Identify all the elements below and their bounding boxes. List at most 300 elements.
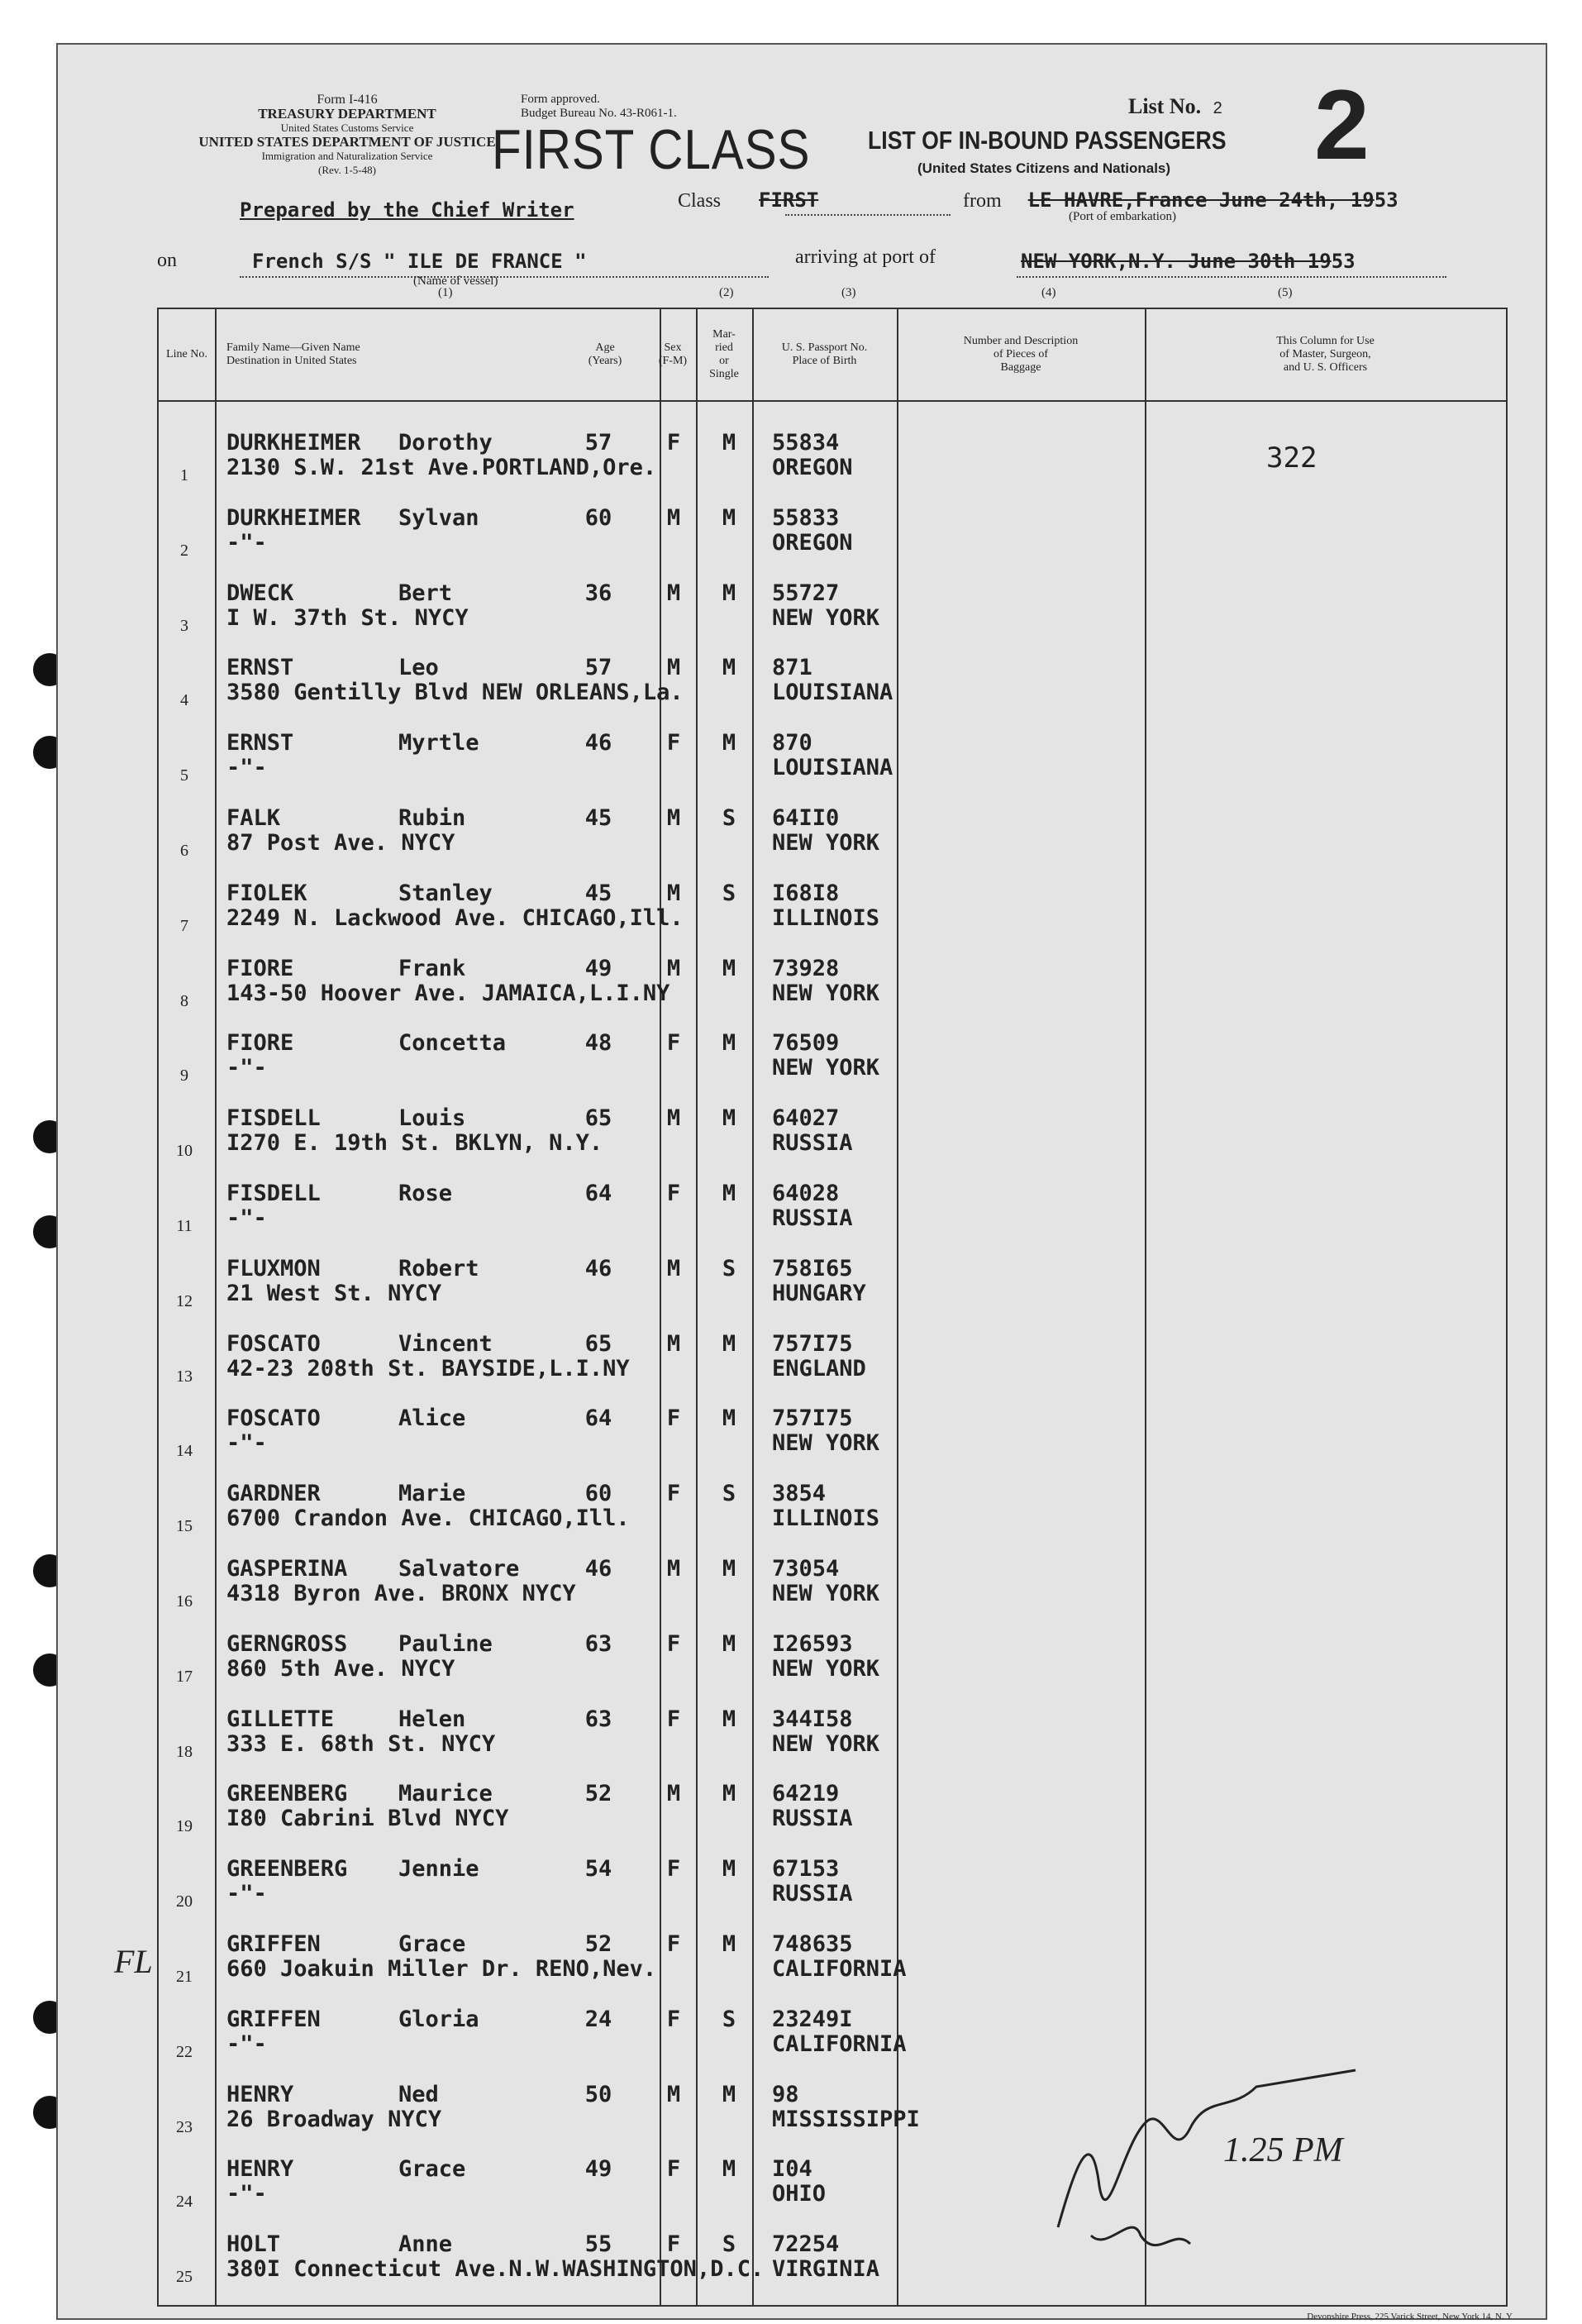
family-name: GILLETTE [226,1706,335,1732]
sex-value: M [666,805,681,831]
col-head-line-no: Line No. [166,348,207,360]
list-no-value: 2 [1213,99,1222,117]
family-name: GARDNER [226,1481,321,1507]
place-of-birth: NEW YORK [772,1055,880,1081]
col-num-1: (1) [438,286,453,299]
given-name: Anne [398,2231,453,2258]
sex-value: F [666,1706,681,1732]
sex-value: F [666,1481,681,1507]
age-value: 63 [584,1706,612,1732]
destination-address: 2249 N. Lackwood Ave. CHICAGO,Ill. [226,904,684,931]
sex-value: M [666,1330,681,1357]
passenger-table [157,308,1508,2307]
margin-note: FL [114,1943,153,1980]
table-row [159,794,1506,868]
header-divider [159,400,1506,402]
passport-number: I04 [772,2156,812,2183]
line-number: 11 [176,1217,193,1235]
age-value: 55 [584,2231,612,2258]
line-number: 13 [176,1367,193,1386]
destination-address: 3580 Gentilly Blvd NEW ORLEANS,La. [226,680,684,706]
sex-value: M [666,580,681,606]
form-number: Form I-416 [317,93,378,107]
table-row [159,643,1506,718]
given-name: Robert [398,1255,479,1281]
line-number: 23 [176,2117,193,2136]
line-number: 1 [180,466,188,484]
marital-status: S [722,880,736,906]
place-of-birth: MISSISSIPPI [772,2106,920,2132]
family-name: GASPERINA [226,1556,348,1582]
marital-status: S [722,805,736,831]
age-value: 50 [584,2081,612,2107]
table-row [159,869,1506,943]
place-of-birth: LOUISIANA [772,755,893,781]
table-row [159,1319,1506,1394]
age-value: 46 [584,1556,612,1582]
marital-status: M [722,1181,736,1206]
family-name: FALK [226,805,281,831]
line-number: 18 [176,1742,193,1761]
marital-status: M [722,1030,736,1057]
given-name: Stanley [398,880,493,906]
age-value: 45 [584,805,612,831]
passport-number: 55834 [772,430,840,456]
marital-status: M [722,955,736,981]
approval-line: Form approved. [521,93,600,106]
given-name: Jennie [398,1856,479,1883]
passport-number: 64027 [772,1105,840,1132]
col-head-family: Family Name—Given Name Destination in United States [226,341,360,367]
given-name: Myrtle [398,730,479,756]
officer-signature [1041,2021,1471,2269]
family-name: GRIFFEN [226,2006,321,2032]
family-name: FISDELL [226,1181,321,1206]
age-value: 64 [584,1405,612,1432]
line-number: 25 [176,2268,193,2287]
vessel-caption: (Name of vessel) [413,274,498,288]
marital-status: M [722,655,736,681]
table-row [159,1620,1506,1694]
age-value: 24 [584,2006,612,2032]
line-number: 17 [176,1667,193,1686]
destination-address: -"- [226,1430,267,1457]
line-number: 21 [176,1968,193,1986]
arrival-value: NEW YORK,N.Y. June 30th 19 [1021,250,1332,273]
age-value: 52 [584,1781,612,1807]
family-name: FIORE [226,1030,294,1057]
destination-address: -"- [226,755,267,781]
family-name: FIOLEK [226,880,307,906]
age-value: 60 [584,1481,612,1507]
class-value: FIRST [759,188,819,212]
family-name: FISDELL [226,1105,321,1132]
table-row [159,1769,1506,1844]
family-name: DURKHEIMER [226,430,361,456]
destination-address: -"- [226,1881,267,1907]
list-title: LIST OF IN-BOUND PASSENGERS [868,126,1227,155]
line-number: 3 [180,616,188,635]
col-num-2: (2) [719,286,734,299]
given-name: Bert [398,580,453,606]
line-number: 24 [176,2193,193,2212]
destination-address: 87 Post Ave. NYCY [226,830,455,856]
place-of-birth: OREGON [772,529,853,556]
sex-value: F [666,430,681,456]
marital-status: S [722,2231,736,2258]
destination-address: -"- [226,1055,267,1081]
given-name: Grace [398,1931,466,1957]
table-row [159,1844,1506,1919]
given-name: Sylvan [398,504,479,531]
given-name: Leo [398,655,439,681]
given-name: Rubin [398,805,466,831]
arrival-line [1021,250,1356,274]
age-value: 48 [584,1030,612,1057]
from-line [963,188,1399,212]
sex-value: F [666,1030,681,1057]
first-class-stamp: FIRST CLASS [492,118,811,181]
table-row [159,1920,1506,1994]
vessel-value: French S/S " ILE DE FRANCE " [252,250,587,273]
col-head-passport: U. S. Passport No. Place of Birth [781,341,868,367]
passport-number: 73928 [772,955,840,981]
sex-value: F [666,1630,681,1657]
destination-address: 333 E. 68th St. NYCY [226,1730,496,1757]
line-number: 19 [176,1817,193,1836]
col-head-married: Mar- ried or Single [709,328,739,380]
given-name: Maurice [398,1781,493,1807]
place-of-birth: RUSSIA [772,1881,853,1907]
from-year: 53 [1374,188,1399,212]
age-value: 64 [584,1181,612,1206]
marital-status: M [722,1330,736,1357]
marital-status: M [722,430,736,456]
age-value: 46 [584,1255,612,1281]
line-number: 16 [176,1592,193,1611]
place-of-birth: NEW YORK [772,604,880,631]
destination-address: -"- [226,529,267,556]
table-row [159,718,1506,793]
from-label: from [963,190,1002,212]
passport-number: 757I75 [772,1330,853,1357]
given-name: Concetta [398,1030,507,1057]
family-name: HOLT [226,2231,281,2258]
passport-number: 73054 [772,1556,840,1582]
destination-address: I80 Cabrini Blvd NYCY [226,1806,509,1832]
age-value: 65 [584,1330,612,1357]
list-number [1128,94,1222,119]
prepared-by: Prepared by the Chief Writer [240,198,574,222]
given-name: Ned [398,2081,439,2107]
marital-status: M [722,1630,736,1657]
place-of-birth: LOUISIANA [772,680,893,706]
signature-time: 1.25 PM [1223,2131,1343,2169]
form-agency-block [157,93,537,177]
sex-value: M [666,655,681,681]
sex-value: M [666,880,681,906]
table-row [159,494,1506,568]
passport-number: 55833 [772,504,840,531]
given-name: Louis [398,1105,466,1132]
place-of-birth: NEW YORK [772,1730,880,1757]
passport-number: 870 [772,730,812,756]
destination-address: 2130 S.W. 21st Ave.PORTLAND,Ore. [226,455,657,480]
place-of-birth: NEW YORK [772,980,880,1006]
marital-status: M [722,1105,736,1132]
passport-number: 758I65 [772,1255,853,1281]
table-row [159,1244,1506,1319]
vessel-line [252,250,587,274]
family-name: FIORE [226,955,294,981]
sex-value: M [666,1255,681,1281]
family-name: ERNST [226,730,294,756]
agency-ins: Immigration and Naturalization Service [261,150,433,162]
passport-number: 748635 [772,1931,853,1957]
given-name: Grace [398,2156,466,2183]
given-name: Alice [398,1405,466,1432]
table-row [159,944,1506,1019]
given-name: Salvatore [398,1556,520,1582]
passport-number: 64219 [772,1781,840,1807]
sex-value: F [666,1405,681,1432]
place-of-birth: NEW YORK [772,830,880,856]
budget-line: Budget Bureau No. 43-R061-1. [521,107,677,120]
embark-caption: (Port of embarkation) [1069,210,1176,223]
family-name: ERNST [226,655,294,681]
col-num-5: (5) [1278,286,1293,299]
manifest-page [56,43,1547,2320]
line-number: 14 [176,1442,193,1461]
family-name: GREENBERG [226,1856,348,1883]
destination-address: 26 Broadway NYCY [226,2106,442,2132]
destination-address: 380I Connecticut Ave.N.W.WASHINGTON,D.C. [226,2256,765,2283]
line-number: 9 [180,1067,188,1086]
col-head-age: Age (Years) [588,341,622,367]
passport-number: 76509 [772,1030,840,1057]
table-row [159,1394,1506,1468]
agency-treasury: TREASURY DEPARTMENT [258,106,436,122]
passport-number: 344I58 [772,1706,853,1732]
age-value: 60 [584,504,612,531]
table-row [159,1019,1506,1093]
destination-address: 860 5th Ave. NYCY [226,1655,455,1682]
marital-status: S [722,1481,736,1507]
place-of-birth: RUSSIA [772,1205,853,1231]
sex-value: M [666,504,681,531]
col-head-sex: Sex (F-M) [658,341,688,367]
table-row [159,569,1506,643]
given-name: Gloria [398,2006,479,2032]
place-of-birth: NEW YORK [772,1655,880,1682]
sex-value: F [666,1856,681,1883]
given-name: Helen [398,1706,466,1732]
destination-address: -"- [226,2181,267,2207]
passport-number: 72254 [772,2231,840,2258]
line-number: 22 [176,2042,193,2061]
passport-number: 64028 [772,1181,840,1206]
age-value: 57 [584,430,612,456]
place-of-birth: RUSSIA [772,1130,853,1157]
place-of-birth: CALIFORNIA [772,2031,907,2057]
family-name: HENRY [226,2081,294,2107]
marital-status: S [722,2006,736,2032]
destination-address: -"- [226,1205,267,1231]
passport-number: 67153 [772,1856,840,1883]
marital-status: M [722,1405,736,1432]
family-name: DURKHEIMER [226,504,361,531]
family-name: HENRY [226,2156,294,2183]
given-name: Pauline [398,1630,493,1657]
destination-address: 6700 Crandon Ave. CHICAGO,Ill. [226,1506,630,1532]
family-name: GRIFFEN [226,1931,321,1957]
table-row [159,1169,1506,1243]
destination-address: 143-50 Hoover Ave. JAMAICA,L.I.NY [226,980,670,1006]
place-of-birth: NEW YORK [772,1430,880,1457]
table-row [159,1544,1506,1619]
marital-status: M [722,1781,736,1807]
passport-number: 23249I [772,2006,853,2032]
age-value: 45 [584,880,612,906]
age-value: 49 [584,2156,612,2183]
list-no-label: List No. [1128,94,1202,118]
place-of-birth: VIRGINIA [772,2256,880,2283]
age-value: 46 [584,730,612,756]
age-value: 36 [584,580,612,606]
place-of-birth: ENGLAND [772,1355,866,1382]
sex-value: F [666,1931,681,1957]
family-name: DWECK [226,580,294,606]
vessel-dotline [240,276,769,278]
table-row [159,418,1506,493]
arriving-label: arriving at port of [795,246,936,268]
arrival-dotline [1017,276,1446,278]
list-subtitle: (United States Citizens and Nationals) [917,160,1171,176]
passport-number: 757I75 [772,1405,853,1432]
agency-customs: United States Customs Service [280,122,414,134]
sex-value: M [666,1556,681,1582]
place-of-birth: OREGON [772,455,853,480]
age-value: 57 [584,655,612,681]
family-name: FLUXMON [226,1255,321,1281]
family-name: FOSCATO [226,1405,321,1432]
sex-value: F [666,2231,681,2258]
place-of-birth: ILLINOIS [772,904,880,931]
big-list-number: 2 [1314,69,1370,180]
marital-status: M [722,1931,736,1957]
destination-address: I270 E. 19th St. BKLYN, N.Y. [226,1130,603,1157]
sex-value: M [666,2081,681,2107]
passport-number: I26593 [772,1630,853,1657]
marital-status: S [722,1255,736,1281]
class-label: Class [678,190,722,212]
marital-status: M [722,580,736,606]
passport-number: 98 [772,2081,799,2107]
destination-address: 21 West St. NYCY [226,1280,442,1306]
from-value: LE HAVRE,France June 24th, 19 [1027,188,1375,212]
class-line [678,188,818,212]
age-value: 63 [584,1630,612,1657]
given-name: Marie [398,1481,466,1507]
given-name: Dorothy [398,430,493,456]
place-of-birth: CALIFORNIA [772,1956,907,1982]
approval-block [521,93,677,121]
given-name: Frank [398,955,466,981]
line-number: 6 [180,842,188,860]
line-number: 10 [176,1142,193,1161]
family-name: FOSCATO [226,1330,321,1357]
col-num-3: (3) [841,286,856,299]
line-number: 15 [176,1517,193,1536]
on-label: on [157,250,177,271]
sex-value: F [666,2156,681,2183]
agency-justice: UNITED STATES DEPARTMENT OF JUSTICE [198,134,496,150]
line-number: 5 [180,766,188,785]
line-number: 12 [176,1291,193,1310]
sex-value: M [666,1105,681,1132]
sex-value: M [666,1781,681,1807]
class-dotline [785,214,951,216]
line-number: 4 [180,691,188,710]
age-value: 54 [584,1856,612,1883]
marital-status: M [722,2156,736,2183]
line-number: 20 [176,1892,193,1911]
destination-address: 42-23 208th St. BAYSIDE,L.I.NY [226,1355,630,1382]
form-revision: (Rev. 1-5-48) [318,164,376,176]
marital-status: M [722,504,736,531]
destination-address: -"- [226,2031,267,2057]
sex-value: F [666,1181,681,1206]
age-value: 52 [584,1931,612,1957]
printer-credit: Devonshire Press, 225 Varick Street, New York 14, N. Y [1307,2312,1513,2322]
family-name: GERNGROSS [226,1630,348,1657]
passport-number: 55727 [772,580,840,606]
place-of-birth: ILLINOIS [772,1506,880,1532]
sex-value: M [666,955,681,981]
sex-value: F [666,730,681,756]
place-of-birth: HUNGARY [772,1280,866,1306]
destination-address: 4318 Byron Ave. BRONX NYCY [226,1581,576,1606]
place-of-birth: RUSSIA [772,1806,853,1832]
given-name: Rose [398,1181,453,1206]
destination-address: I W. 37th St. NYCY [226,604,469,631]
table-row [159,1695,1506,1769]
marital-status: M [722,1856,736,1883]
marital-status: M [722,1706,736,1732]
destination-address: 660 Joakuin Miller Dr. RENO,Nev. [226,1956,657,1982]
passport-number: I68I8 [772,880,840,906]
age-value: 49 [584,955,612,981]
line-number: 8 [180,991,188,1010]
family-name: GREENBERG [226,1781,348,1807]
marital-status: M [722,730,736,756]
given-name: Vincent [398,1330,493,1357]
passport-number: 64II0 [772,805,840,831]
officer-note: 322 [1266,441,1318,475]
arrival-year: 53 [1331,250,1356,273]
col-head-officers: This Column for Use of Master, Surgeon, and U. S. Officers [1276,335,1375,374]
marital-status: M [722,1556,736,1582]
place-of-birth: OHIO [772,2181,827,2207]
col-head-baggage: Number and Description of Pieces of Baggage [963,335,1079,374]
passport-number: 3854 [772,1481,827,1507]
table-row [159,1469,1506,1544]
place-of-birth: NEW YORK [772,1581,880,1606]
marital-status: M [722,2081,736,2107]
sex-value: F [666,2006,681,2032]
line-number: 7 [180,916,188,935]
passport-number: 871 [772,655,812,681]
